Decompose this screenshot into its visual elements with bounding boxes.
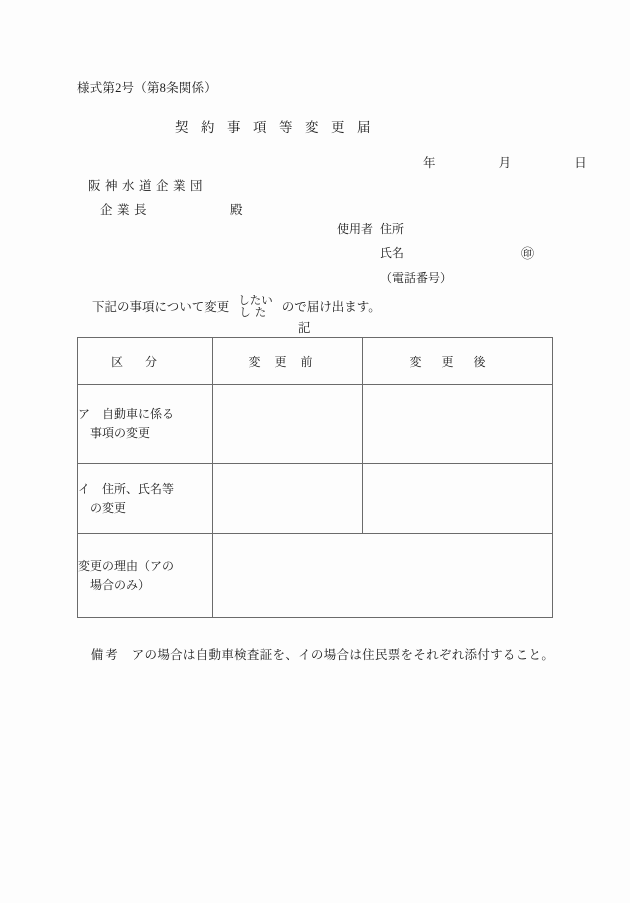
table-row xyxy=(78,464,553,534)
row-label-reason xyxy=(78,534,213,618)
vehicle-before-field[interactable] xyxy=(213,385,363,464)
statement-suffix: ので届け出ます。 xyxy=(281,300,381,315)
remarks-label: 備考 xyxy=(90,648,120,662)
statement-option-stack xyxy=(238,295,273,320)
row-label-line1: イ 住所、氏名等 xyxy=(78,481,175,496)
row-label-line1: 変更の理由（アの xyxy=(78,558,175,573)
address-name-after-field[interactable] xyxy=(363,464,553,534)
table-header-row xyxy=(78,338,553,385)
applicant-label: 使用者 xyxy=(337,222,374,236)
statement-option-lower: した xyxy=(239,307,271,320)
form-number: 様式第2号（第8条関係） xyxy=(77,81,217,95)
row-label-line2: 場合のみ） xyxy=(90,577,151,592)
addressee-honorific: 殿 xyxy=(230,203,243,217)
column-header-after: 変更後 xyxy=(363,338,553,385)
applicant-phone-label: （電話番号） xyxy=(380,271,453,285)
row-label-address-name xyxy=(78,464,213,534)
statement-line xyxy=(92,294,381,319)
remarks-text: アの場合は自動車検査証を、イの場合は住民票をそれぞれ添付すること。 xyxy=(131,648,555,662)
column-header-kubun: 区分 xyxy=(78,338,213,385)
seal-icon: ㊞ xyxy=(521,246,535,261)
date-line: 年 月 日 xyxy=(423,156,617,170)
addressee-organization: 阪神水道企業団 xyxy=(88,179,208,193)
row-label-vehicle xyxy=(78,385,213,464)
row-label-line2: 事項の変更 xyxy=(90,426,151,440)
kiroku-marker: 記 xyxy=(298,321,311,335)
applicant-name-label: 氏名 xyxy=(380,246,405,260)
column-header-before: 変更前 xyxy=(213,338,363,385)
statement-prefix: 下記の事項について変更 xyxy=(92,300,230,315)
remarks xyxy=(77,630,554,678)
row-label-line1: ア 自動車に係る xyxy=(78,407,175,422)
reason-field[interactable] xyxy=(213,534,553,618)
address-name-before-field[interactable] xyxy=(213,464,363,534)
statement-option-upper: したい xyxy=(238,295,273,307)
table-row xyxy=(78,534,553,618)
addressee-officer-title: 企業長 xyxy=(100,203,152,217)
vehicle-after-field[interactable] xyxy=(363,385,553,464)
change-details-table xyxy=(77,337,553,618)
table-row xyxy=(78,385,553,464)
row-label-line2: の変更 xyxy=(90,500,127,515)
page-title: 契約事項等変更届 xyxy=(175,120,383,135)
applicant-address-label: 住所 xyxy=(380,222,405,236)
